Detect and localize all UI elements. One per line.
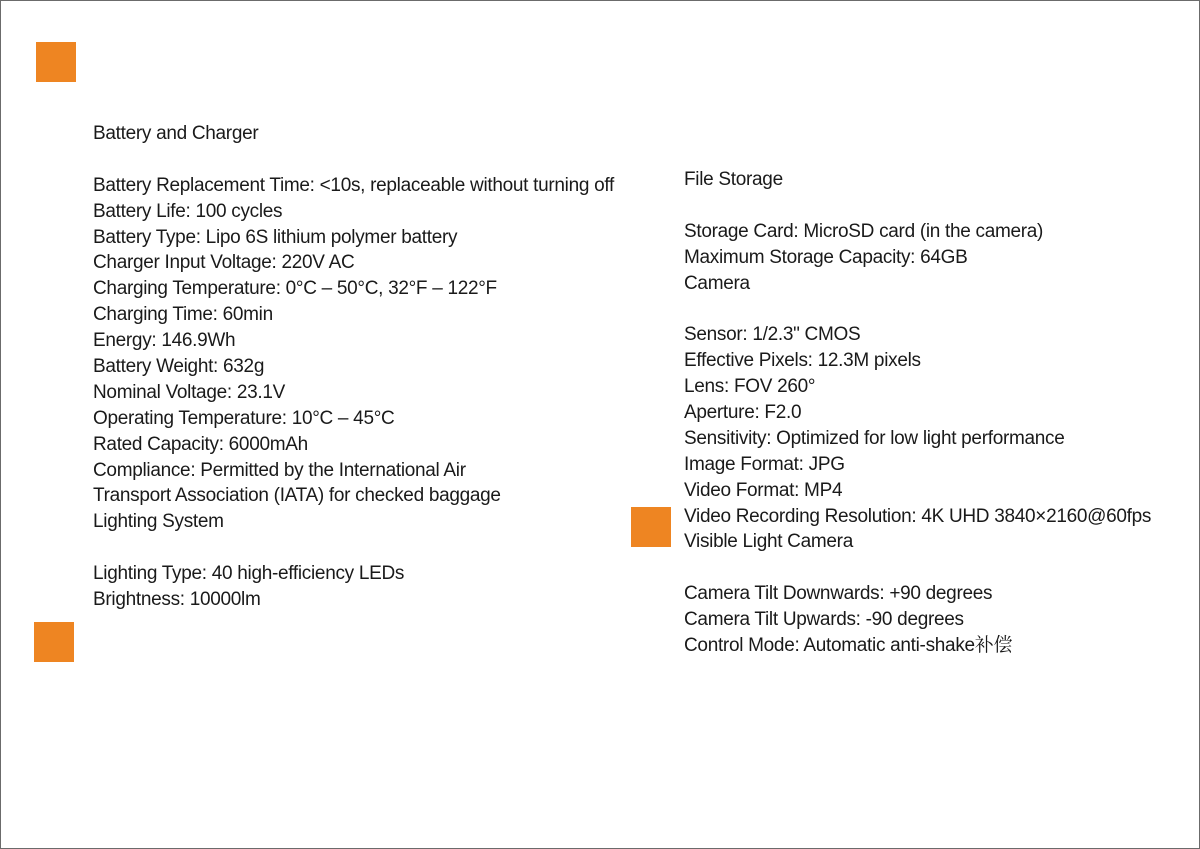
spec-line: Camera Tilt Downwards: +90 degrees	[684, 583, 993, 605]
right-spec-column	[684, 167, 1151, 659]
spec-line: Battery Replacement Time: <10s, replaceable without turning off	[93, 174, 614, 196]
spec-line: Charging Temperature: 0°C – 50°C, 32°F – 122°F	[93, 278, 497, 300]
spec-line: Battery Type: Lipo 6S lithium polymer battery	[93, 226, 458, 248]
section-heading-lighting: Lighting System	[93, 511, 224, 533]
spec-line: Rated Capacity: 6000mAh	[93, 433, 308, 455]
spec-line: Operating Temperature: 10°C – 45°C	[93, 407, 395, 429]
spec-line: Lighting Type: 40 high-efficiency LEDs	[93, 563, 405, 585]
spec-line: Nominal Voltage: 23.1V	[93, 381, 285, 403]
left-spec-column	[93, 121, 614, 613]
spec-line: Control Mode: Automatic anti-shake补偿	[684, 635, 1013, 657]
spec-line: Effective Pixels: 12.3M pixels	[684, 350, 921, 372]
section-heading-camera: Camera	[684, 272, 750, 294]
orange-square-marker-top-left	[36, 42, 76, 82]
spec-line: Maximum Storage Capacity: 64GB	[684, 246, 968, 268]
spec-line: Charging Time: 60min	[93, 304, 273, 326]
spec-line: Compliance: Permitted by the International Air	[93, 459, 466, 481]
spec-line: Transport Association (IATA) for checked baggage	[93, 485, 501, 507]
orange-square-marker-bottom-left	[34, 622, 74, 662]
spec-line: Image Format: JPG	[684, 453, 845, 475]
spec-line: Charger Input Voltage: 220V AC	[93, 252, 355, 274]
spec-line: Lens: FOV 260°	[684, 376, 816, 398]
section-heading-visible-light-camera: Visible Light Camera	[684, 531, 853, 553]
spec-line: Sensitivity: Optimized for low light performance	[684, 427, 1065, 449]
spec-line: Camera Tilt Upwards: -90 degrees	[684, 609, 964, 631]
spec-line: Storage Card: MicroSD card (in the camera)	[684, 220, 1044, 242]
spec-line: Brightness: 10000lm	[93, 589, 261, 611]
orange-square-marker-middle	[631, 507, 671, 547]
spec-line: Sensor: 1/2.3" CMOS	[684, 324, 861, 346]
section-heading-file-storage: File Storage	[684, 169, 783, 190]
spec-line: Battery Weight: 632g	[93, 356, 265, 378]
spec-line: Video Recording Resolution: 4K UHD 3840×2160@60fps	[684, 505, 1152, 527]
spec-line: Aperture: F2.0	[684, 402, 802, 424]
spec-line: Energy: 146.9Wh	[93, 330, 236, 352]
spec-line: Video Format: MP4	[684, 479, 843, 501]
section-heading-battery: Battery and Charger	[93, 123, 259, 144]
spec-line: Battery Life: 100 cycles	[93, 200, 283, 222]
